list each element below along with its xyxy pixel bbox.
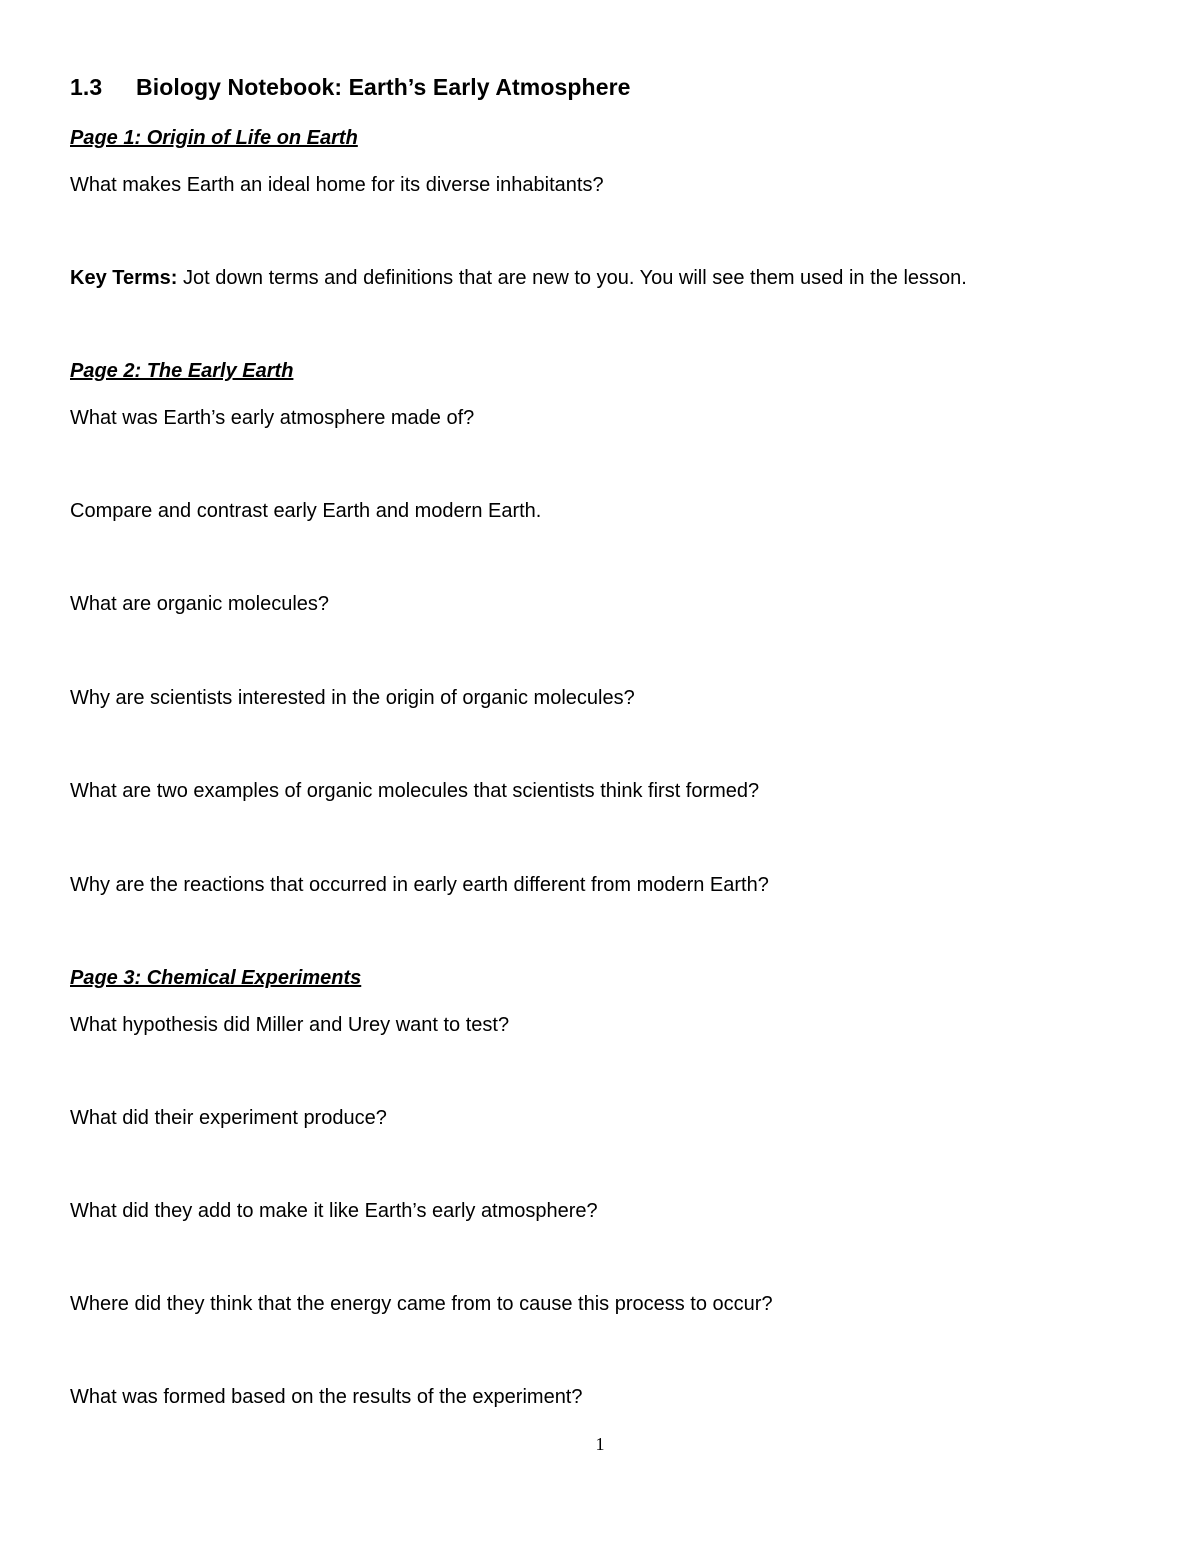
section-heading-page-2: Page 2: The Early Earth (70, 360, 294, 382)
section-heading-page-1: Page 1: Origin of Life on Earth (70, 127, 358, 149)
question-two-examples: What are two examples of organic molecules that scientists think first formed? (70, 780, 760, 802)
question-compare-contrast: Compare and contrast early Earth and modern Earth. (70, 500, 542, 522)
section-heading-page-3: Page 3: Chemical Experiments (70, 967, 362, 989)
key-terms-instruction (70, 266, 967, 290)
question-energy-source: Where did they think that the energy came from to cause this process to occur? (70, 1293, 773, 1315)
key-terms-label: Key Terms: (70, 267, 178, 289)
question-scientists-interested: Why are scientists interested in the origin of organic molecules? (70, 687, 635, 709)
document-title (70, 74, 631, 101)
question-what-formed: What was formed based on the results of the experiment? (70, 1386, 583, 1408)
question-earth-ideal-home: What makes Earth an ideal home for its diverse inhabitants? (70, 174, 604, 196)
question-early-atmosphere: What was Earth’s early atmosphere made of? (70, 407, 475, 429)
question-reactions-different: Why are the reactions that occurred in early earth different from modern Earth? (70, 874, 769, 896)
question-organic-molecules: What are organic molecules? (70, 593, 330, 615)
key-terms-text: Jot down terms and definitions that are new to you. You will see them used in the lesson. (177, 267, 967, 289)
title-number: 1.3 (70, 74, 103, 100)
question-what-added: What did they add to make it like Earth’s early atmosphere? (70, 1200, 598, 1222)
question-hypothesis: What hypothesis did Miller and Urey want to test? (70, 1014, 510, 1036)
question-experiment-produce: What did their experiment produce? (70, 1107, 387, 1129)
title-text: Biology Notebook: Earth’s Early Atmosphere (136, 74, 631, 100)
page-number: 1 (595, 1434, 605, 1454)
